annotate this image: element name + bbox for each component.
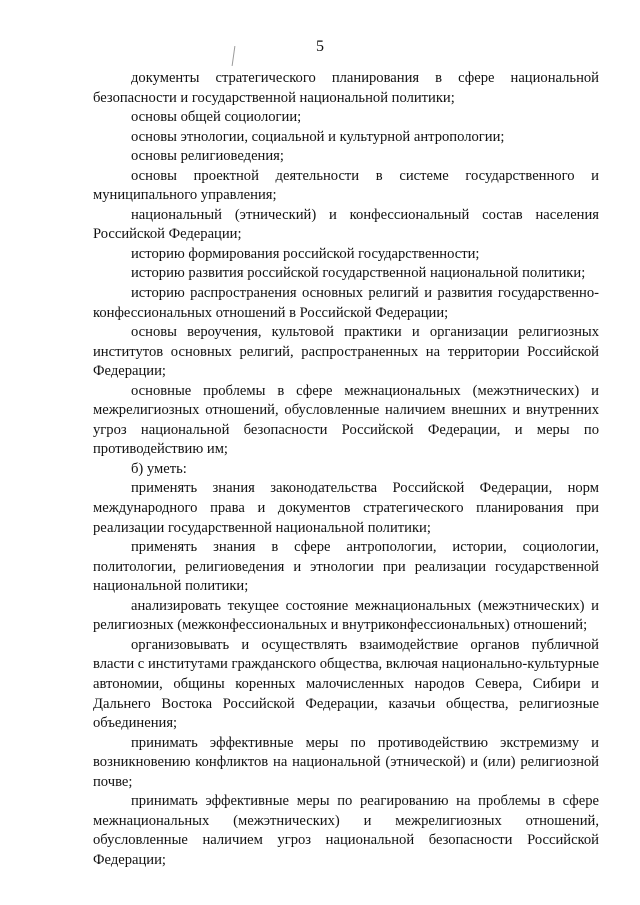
paragraph-apply-knowledge: применять знания в сфере антропологии, истории, социологии, политологии, религиоведения и этнологии при реализации государственной национальной политики; [93,539,599,595]
paragraph-project-activity: основы проектной деятельности в системе государственного и муниципального управления; [93,167,599,204]
paragraph-main-problems: основные проблемы в сфере межнациональных (межэтнических) и межрелигиозных отношений, обусловленные наличием внешних и внутренних угроз национальной безопасности Российской Федерации, и меры по противодействию им; [93,382,599,458]
document-body [93,69,599,870]
paragraph-counter-extremism: принимать эффективные меры по противодействию экстремизму и возникновению конфликтов на национальной (этнической) и (или) религиозной почве; [93,734,599,790]
paragraph-national-policy-history: историю развития российской государственной национальной политики; [131,265,586,282]
paragraph-analyze-relations: анализировать текущее состояние межнациональных (межэтнических) и религиозных (межконфессиональных и внутриконфессиональных) отношений; [93,597,599,634]
paragraph-strategic-documents: документы стратегического планирования в сфере национальной безопасности и государственной национальной политики; [93,70,599,106]
paragraph-respond-problems: принимать эффективные меры по реагированию на проблемы в сфере межнациональных (межэтнических) и межрелигиозных отношений, обусловленные наличием угроз национальной безопасности Российской Федерации; [93,793,599,868]
paragraph-religions-history: историю распространения основных религий и развития государственно-конфессиональных отношений в Российской Федерации; [93,285,599,321]
paragraph-skills-heading: б) уметь: [131,460,187,477]
paragraph-religious-studies: основы религиоведения; [131,148,284,165]
paragraph-doctrine-basics: основы вероучения, культовой практики и организации религиозных институтов основных религий, распространенных на территории Российской Федерации; [93,324,599,380]
paragraph-population-composition: национальный (этнический) и конфессиональный состав населения Российской Федерации; [93,206,599,243]
paragraph-statehood-history: историю формирования российской государственности; [131,245,480,262]
paragraph-organize-interaction: организовывать и осуществлять взаимодействие органов публичной власти с институтами гражданского общества, включая национально-культурные автономии, общины коренных малочисленных народов Севера, Сибири и Дальнего Востока Российской Федерации, казачьи общества, религиозные объединения; [93,636,599,732]
page-number: 5 [316,38,324,55]
paragraph-apply-legislation: применять знания законодательства Российской Федерации, норм международного права и документов стратегического планирования при реализации государственной национальной политики; [93,480,599,536]
paragraph-ethnology: основы этнологии, социальной и культурной антропологии; [131,128,505,145]
paragraph-sociology: основы общей социологии; [131,109,302,126]
